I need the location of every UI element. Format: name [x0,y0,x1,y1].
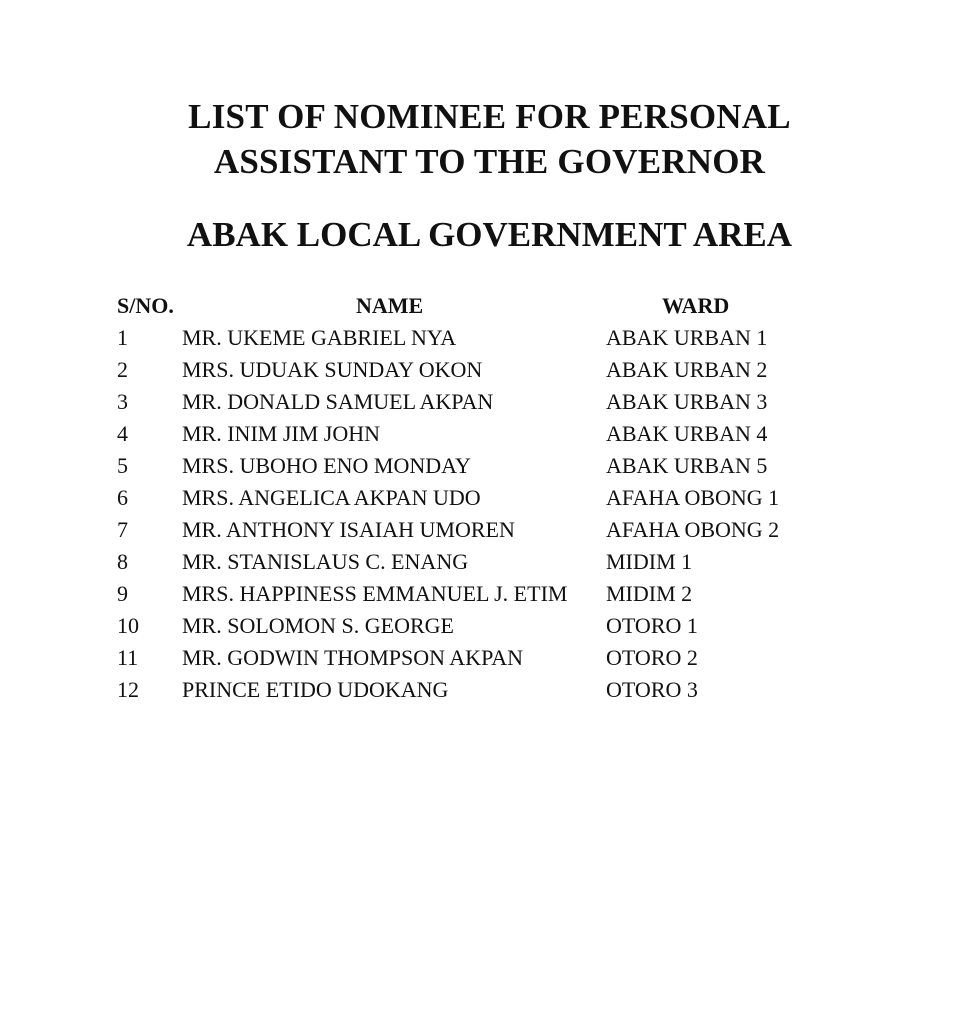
row-name: MR. ANTHONY ISAIAH UMOREN [182,517,515,542]
row-sno: 4 [117,421,128,446]
row-sno: 3 [117,389,128,414]
row-ward: ABAK URBAN 2 [606,357,768,382]
document-title-line-2: ASSISTANT TO THE GOVERNOR [213,142,766,181]
row-sno: 6 [117,485,128,510]
row-name: MR. UKEME GABRIEL NYA [182,325,457,350]
row-name: MR. DONALD SAMUEL AKPAN [182,389,494,414]
row-name: MRS. UBOHO ENO MONDAY [182,453,471,478]
row-sno: 5 [117,453,128,478]
document-subtitle: ABAK LOCAL GOVERNMENT AREA [186,215,793,254]
row-ward: ABAK URBAN 5 [606,453,768,478]
row-sno: 2 [117,357,128,382]
row-ward: OTORO 1 [606,613,698,638]
nominee-table [0,290,979,706]
document-title [0,94,979,184]
row-name: MR. STANISLAUS C. ENANG [182,549,469,574]
table-row [0,354,979,386]
header-sno: S/NO. [117,293,174,318]
table-row [0,418,979,450]
row-ward: ABAK URBAN 3 [606,389,768,414]
table-row [0,450,979,482]
header-name: NAME [356,293,424,318]
row-name: MR. GODWIN THOMPSON AKPAN [182,645,524,670]
row-sno: 12 [117,677,139,702]
table-row [0,322,979,354]
row-name: MRS. UDUAK SUNDAY OKON [182,357,483,382]
row-name: MR. INIM JIM JOHN [182,421,381,446]
table-row [0,546,979,578]
table-row [0,610,979,642]
table-header-row [0,290,979,322]
row-name: MR. SOLOMON S. GEORGE [182,613,454,638]
row-ward: OTORO 2 [606,645,698,670]
row-ward: OTORO 3 [606,677,698,702]
header-ward: WARD [662,293,730,318]
table-row [0,674,979,706]
row-ward: MIDIM 2 [606,581,693,606]
table-row [0,642,979,674]
row-sno: 9 [117,581,128,606]
row-ward: MIDIM 1 [606,549,693,574]
table-row [0,386,979,418]
row-ward: AFAHA OBONG 1 [606,485,780,510]
row-name: MRS. ANGELICA AKPAN UDO [182,485,481,510]
row-ward: ABAK URBAN 1 [606,325,768,350]
table-row [0,578,979,610]
row-sno: 8 [117,549,128,574]
row-sno: 1 [117,325,128,350]
document-title-line-1: LIST OF NOMINEE FOR PERSONAL [188,97,791,136]
table-row [0,514,979,546]
row-name: MRS. HAPPINESS EMMANUEL J. ETIM [182,581,568,606]
row-sno: 7 [117,517,128,542]
table-row [0,482,979,514]
row-sno: 10 [117,613,139,638]
row-sno: 11 [117,645,139,670]
row-ward: AFAHA OBONG 2 [606,517,780,542]
row-ward: ABAK URBAN 4 [606,421,768,446]
row-name: PRINCE ETIDO UDOKANG [182,677,449,702]
